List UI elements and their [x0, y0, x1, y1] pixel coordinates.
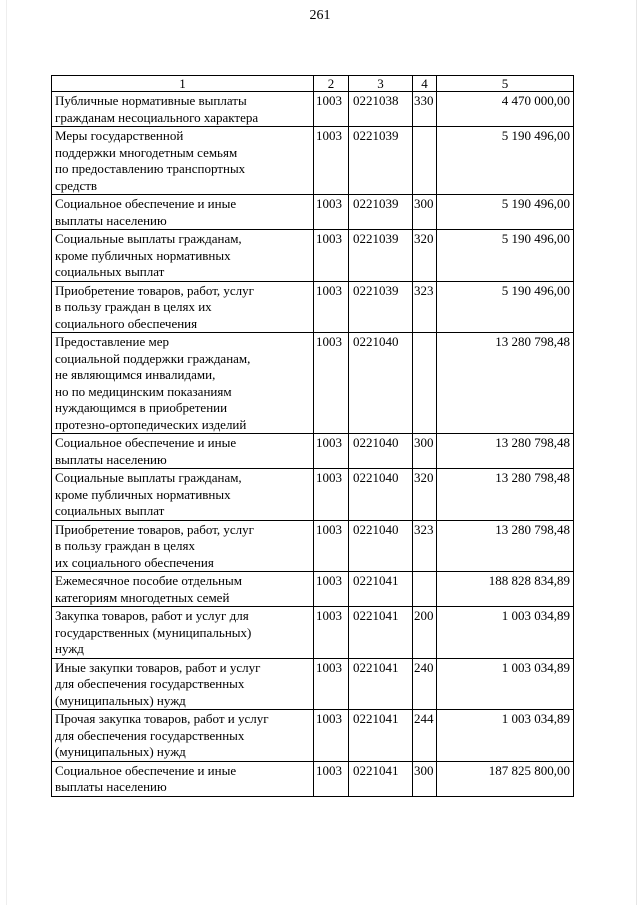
row-csr-cell: 0221039 [349, 195, 413, 230]
row-name-cell: Прочая закупка товаров, работ и услуг для обеспечения государственных (муниципальных) нужд [52, 710, 314, 762]
row-csr-cell: 0221039 [349, 230, 413, 282]
table-row [52, 281, 574, 333]
row-name-cell: Социальные выплаты гражданам, кроме публичных нормативных социальных выплат [52, 230, 314, 282]
table-row [52, 469, 574, 521]
row-vr-cell: 240 [413, 658, 437, 710]
table-row [52, 230, 574, 282]
row-amount-cell: 188 828 834,89 [437, 572, 574, 607]
table-row [52, 658, 574, 710]
row-name-cell: Иные закупки товаров, работ и услуг для обеспечения государственных (муниципальных) нужд [52, 658, 314, 710]
row-csr-cell: 0221041 [349, 572, 413, 607]
row-section-cell: 1003 [314, 761, 349, 796]
row-csr-cell: 0221041 [349, 658, 413, 710]
row-amount-cell: 5 190 496,00 [437, 195, 574, 230]
budget-table [51, 75, 574, 797]
table-row [52, 127, 574, 195]
row-csr-cell: 0221039 [349, 127, 413, 195]
row-csr-cell: 0221039 [349, 281, 413, 333]
row-section-cell: 1003 [314, 710, 349, 762]
row-vr-cell: 323 [413, 281, 437, 333]
row-section-cell: 1003 [314, 434, 349, 469]
row-vr-cell: 323 [413, 520, 437, 572]
page-number: 261 [309, 8, 331, 23]
row-name-cell: Социальное обеспечение и иные выплаты населению [52, 761, 314, 796]
table-row [52, 572, 574, 607]
row-vr-cell: 200 [413, 607, 437, 659]
row-csr-cell: 0221038 [349, 92, 413, 127]
row-name-cell: Социальное обеспечение и иные выплаты населению [52, 195, 314, 230]
row-section-cell: 1003 [314, 92, 349, 127]
row-vr-cell: 320 [413, 230, 437, 282]
row-amount-cell: 5 190 496,00 [437, 127, 574, 195]
row-csr-cell: 0221040 [349, 434, 413, 469]
row-name-cell: Приобретение товаров, работ, услуг в пользу граждан в целях их социального обеспечения [52, 281, 314, 333]
row-section-cell: 1003 [314, 333, 349, 434]
row-name-cell: Социальное обеспечение и иные выплаты населению [52, 434, 314, 469]
row-amount-cell: 5 190 496,00 [437, 281, 574, 333]
row-section-cell: 1003 [314, 520, 349, 572]
row-amount-cell: 1 003 034,89 [437, 607, 574, 659]
row-csr-cell: 0221041 [349, 761, 413, 796]
row-name-cell: Публичные нормативные выплаты гражданам несоциального характера [52, 92, 314, 127]
scan-edge-left [6, 0, 7, 905]
row-csr-cell: 0221040 [349, 469, 413, 521]
row-amount-cell: 1 003 034,89 [437, 710, 574, 762]
row-section-cell: 1003 [314, 658, 349, 710]
row-amount-cell: 1 003 034,89 [437, 658, 574, 710]
row-name-cell: Закупка товаров, работ и услуг для государственных (муниципальных) нужд [52, 607, 314, 659]
header-cell-3: 3 [349, 76, 413, 92]
table-row [52, 434, 574, 469]
scan-edge-right [636, 0, 637, 905]
row-amount-cell: 13 280 798,48 [437, 434, 574, 469]
table-row [52, 710, 574, 762]
row-vr-cell: 300 [413, 434, 437, 469]
table-row [52, 520, 574, 572]
table-row [52, 761, 574, 796]
header-cell-5: 5 [437, 76, 574, 92]
row-section-cell: 1003 [314, 230, 349, 282]
table-row [52, 333, 574, 434]
row-csr-cell: 0221041 [349, 710, 413, 762]
row-amount-cell: 187 825 800,00 [437, 761, 574, 796]
row-csr-cell: 0221040 [349, 333, 413, 434]
row-csr-cell: 0221040 [349, 520, 413, 572]
header-cell-1: 1 [52, 76, 314, 92]
table-body [52, 92, 574, 797]
table-row [52, 92, 574, 127]
header-cell-4: 4 [413, 76, 437, 92]
row-vr-cell [413, 127, 437, 195]
row-amount-cell: 4 470 000,00 [437, 92, 574, 127]
row-amount-cell: 5 190 496,00 [437, 230, 574, 282]
table-row [52, 195, 574, 230]
row-amount-cell: 13 280 798,48 [437, 520, 574, 572]
row-name-cell: Социальные выплаты гражданам, кроме публичных нормативных социальных выплат [52, 469, 314, 521]
row-name-cell: Ежемесячное пособие отдельным категориям многодетных семей [52, 572, 314, 607]
row-amount-cell: 13 280 798,48 [437, 469, 574, 521]
table-row [52, 607, 574, 659]
header-row [52, 76, 574, 92]
row-section-cell: 1003 [314, 572, 349, 607]
row-vr-cell: 244 [413, 710, 437, 762]
row-vr-cell: 330 [413, 92, 437, 127]
row-vr-cell [413, 572, 437, 607]
row-section-cell: 1003 [314, 281, 349, 333]
row-section-cell: 1003 [314, 195, 349, 230]
row-section-cell: 1003 [314, 127, 349, 195]
row-section-cell: 1003 [314, 607, 349, 659]
row-vr-cell: 300 [413, 195, 437, 230]
row-section-cell: 1003 [314, 469, 349, 521]
row-name-cell: Предоставление мер социальной поддержки гражданам, не являющимся инвалидами, но по медицинским показаниям нуждающимся в приобретении протезно-ортопедических изделий [52, 333, 314, 434]
row-vr-cell [413, 333, 437, 434]
header-cell-2: 2 [314, 76, 349, 92]
row-amount-cell: 13 280 798,48 [437, 333, 574, 434]
row-vr-cell: 300 [413, 761, 437, 796]
row-name-cell: Приобретение товаров, работ, услуг в пользу граждан в целях их социального обеспечения [52, 520, 314, 572]
row-csr-cell: 0221041 [349, 607, 413, 659]
row-vr-cell: 320 [413, 469, 437, 521]
row-name-cell: Меры государственной поддержки многодетным семьям по предоставлению транспортных средств [52, 127, 314, 195]
